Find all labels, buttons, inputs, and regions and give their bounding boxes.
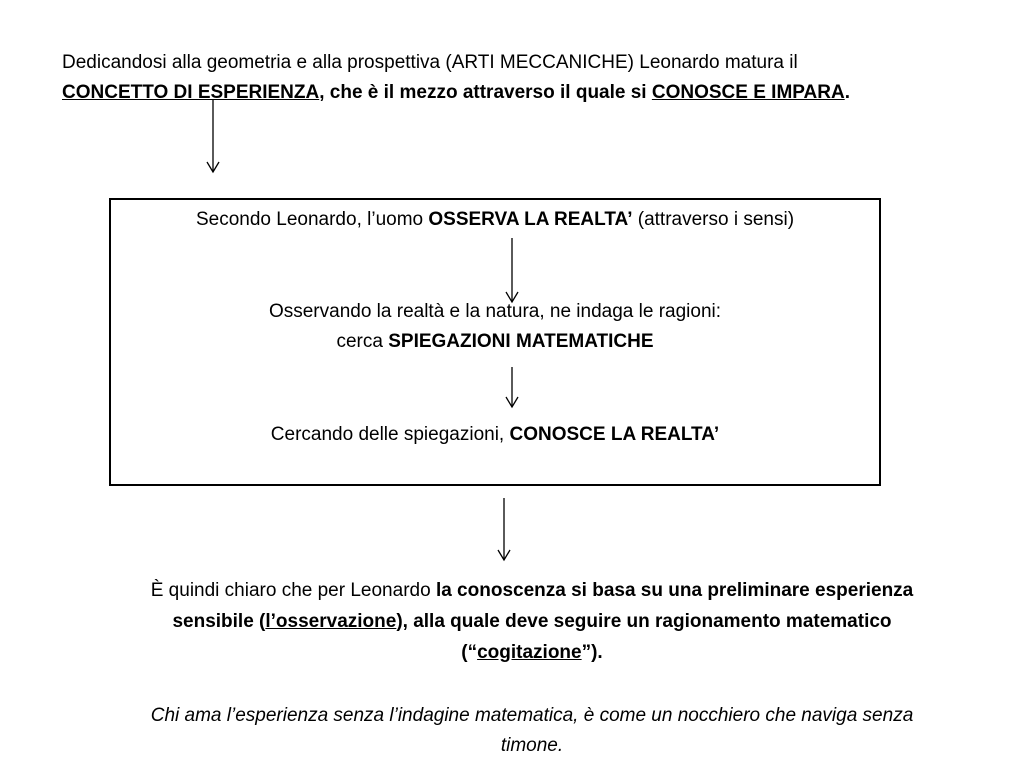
observes-reality: OSSERVA LA REALTA’ (428, 209, 633, 230)
quote-line-1: Chi ama l’esperienza senza l’indagine matematica, è come un nocchiero che naviga senza (150, 705, 914, 726)
observation-term: l’osservazione (265, 611, 397, 632)
conclusion-l1-bold: la conoscenza si basa su una preliminare esperienza (435, 580, 914, 601)
box-line-investigate: Osservando la realtà e la natura, ne indaga le ragioni: (268, 301, 722, 322)
box-line-knows (109, 420, 881, 450)
box-line-explanations (109, 327, 881, 357)
box-line3-pre: cerca (336, 331, 389, 352)
intro-middle: , che è il mezzo attraverso il quale si (319, 82, 652, 103)
conclusion-line-1 (40, 576, 1024, 606)
conclusion-l2-a: sensibile ( (172, 611, 266, 632)
box-line-observe (109, 205, 881, 235)
knows-reality: CONOSCE LA REALTA’ (509, 424, 720, 445)
conclusion-line-2 (40, 607, 1024, 637)
conclusion-l2-b: ), alla quale deve seguire un ragionamento matematico (396, 611, 892, 632)
arrow-intro-to-box (207, 100, 219, 172)
mathematical-explanations: SPIEGAZIONI MATEMATICHE (388, 331, 654, 352)
concept-of-experience: CONCETTO DI ESPERIENZA (62, 82, 320, 103)
cogitation-term: cogitazione (477, 642, 582, 663)
conclusion-l1-pre: È quindi chiaro che per Leonardo (150, 580, 436, 601)
intro-paragraph (62, 48, 972, 108)
intro-line-1: Dedicandosi alla geometria e alla prospettiva (ARTI MECCANICHE) Leonardo matura il (62, 52, 798, 73)
intro-end: . (844, 82, 850, 103)
knows-and-learns: CONOSCE E IMPARA (651, 82, 845, 103)
conclusion-l3-b: ”). (581, 642, 603, 663)
box-line4-pre: Cercando delle spiegazioni, (270, 424, 510, 445)
quote-line-2: timone. (500, 735, 564, 756)
arrow-box-to-conclusion (498, 498, 510, 560)
intro-line-2 (62, 78, 972, 108)
conclusion-line-3 (40, 638, 1024, 668)
conclusion-l3-a: (“ (461, 642, 478, 663)
box-line1-pre: Secondo Leonardo, l’uomo (195, 209, 429, 230)
box-line1-post: (attraverso i sensi) (632, 209, 795, 230)
